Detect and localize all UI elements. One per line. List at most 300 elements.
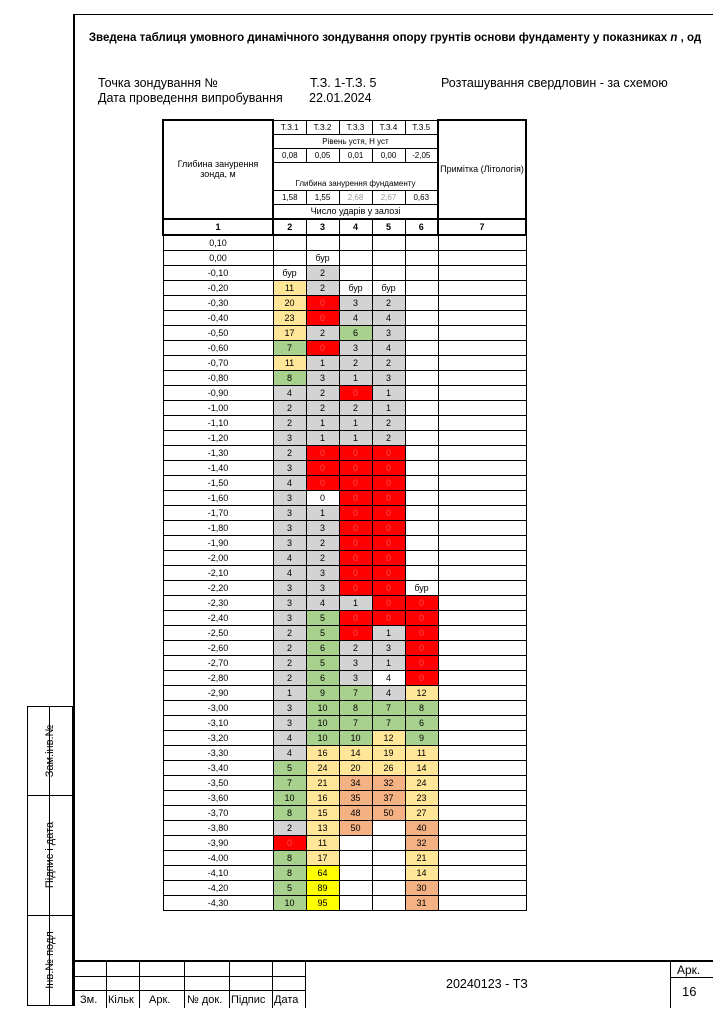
table-row — [163, 280, 526, 295]
blow-count-cell: 4 — [372, 340, 405, 355]
table-row — [163, 490, 526, 505]
sheet-number: 16 — [682, 984, 697, 999]
blow-count-cell: 30 — [405, 880, 438, 895]
blow-count-cell: 37 — [372, 790, 405, 805]
note-cell — [438, 415, 526, 430]
title-line1: Зведена таблиця умовного динамічного зондування опору грунтів основи фундаменту у показниках — [88, 32, 668, 44]
foundation-depth-value: 0,63 — [405, 190, 438, 204]
depth-cell: -1,40 — [163, 460, 273, 475]
depth-cell: -3,90 — [163, 835, 273, 850]
col-num: 7 — [438, 219, 526, 235]
mouth-level-value: 0,05 — [306, 148, 339, 162]
note-cell — [438, 625, 526, 640]
note-cell — [438, 475, 526, 490]
note-cell — [438, 385, 526, 400]
blow-count-cell: 2 — [372, 295, 405, 310]
note-cell — [438, 640, 526, 655]
note-cell — [438, 310, 526, 325]
note-cell — [438, 520, 526, 535]
table-row — [163, 670, 526, 685]
blow-count-cell: 0 — [306, 475, 339, 490]
depth-cell: -2,90 — [163, 685, 273, 700]
blow-count-cell — [339, 895, 372, 910]
note-cell — [438, 505, 526, 520]
side-inv-label: Інв.№ подл — [44, 931, 56, 989]
table-row — [163, 835, 526, 850]
blow-count-cell — [372, 835, 405, 850]
blow-count-cell: 8 — [405, 700, 438, 715]
stamp-col-sheet: Арк. — [149, 994, 171, 1006]
depth-cell: -2,10 — [163, 565, 273, 580]
depth-cell: -1,50 — [163, 475, 273, 490]
blow-count-cell: 3 — [273, 460, 306, 475]
blow-count-cell — [405, 280, 438, 295]
depth-cell: -1,00 — [163, 400, 273, 415]
depth-cell: -4,10 — [163, 865, 273, 880]
note-cell — [438, 805, 526, 820]
note-cell — [438, 730, 526, 745]
note-cell — [438, 280, 526, 295]
side-inv-cell — [28, 915, 72, 1005]
blow-count-cell: 20 — [273, 295, 306, 310]
note-cell — [438, 745, 526, 760]
table-row — [163, 655, 526, 670]
blow-count-cell: 11 — [273, 355, 306, 370]
note-cell — [438, 715, 526, 730]
blow-count-cell: 20 — [339, 760, 372, 775]
blow-count-cell — [405, 445, 438, 460]
note-cell — [438, 340, 526, 355]
stamp-col-date: Дата — [274, 994, 299, 1006]
table-row — [163, 580, 526, 595]
blow-count-cell — [405, 295, 438, 310]
blow-count-cell — [273, 250, 306, 265]
table-row — [163, 550, 526, 565]
blow-count-cell: 0 — [372, 580, 405, 595]
blow-count-cell — [372, 850, 405, 865]
blow-count-cell: 2 — [372, 415, 405, 430]
table-row — [163, 865, 526, 880]
point-header: Т.З.2 — [306, 120, 339, 134]
table-row — [163, 880, 526, 895]
date-label: Дата проведення випробування — [98, 91, 283, 105]
blow-count-cell: 8 — [273, 865, 306, 880]
depth-cell: -2,20 — [163, 580, 273, 595]
table-row — [163, 430, 526, 445]
blow-count-cell: 21 — [306, 775, 339, 790]
title-line2: , од — [680, 32, 702, 44]
blow-count-cell: 1 — [372, 625, 405, 640]
blow-count-cell — [405, 265, 438, 280]
blow-count-cell: 8 — [273, 805, 306, 820]
table-row — [163, 385, 526, 400]
blow-count-cell: 3 — [306, 565, 339, 580]
blow-count-cell: 0 — [405, 640, 438, 655]
blow-count-cell: 0 — [339, 445, 372, 460]
blow-count-cell: 0 — [339, 580, 372, 595]
blow-count-cell: 0 — [306, 295, 339, 310]
title-block — [73, 960, 713, 1006]
blow-count-cell — [405, 505, 438, 520]
blow-count-cell: 48 — [339, 805, 372, 820]
depth-cell: -4,20 — [163, 880, 273, 895]
blow-count-cell — [405, 460, 438, 475]
blow-count-cell — [405, 355, 438, 370]
note-cell — [438, 460, 526, 475]
blow-count-cell: 3 — [339, 340, 372, 355]
blow-count-cell: 5 — [273, 760, 306, 775]
note-cell — [438, 250, 526, 265]
point-header: Т.З.5 — [405, 120, 438, 134]
note-cell — [438, 835, 526, 850]
blow-count-cell — [405, 430, 438, 445]
date-value: 22.01.2024 — [309, 91, 372, 105]
blow-count-cell: 0 — [306, 490, 339, 505]
blow-count-cell: 10 — [273, 790, 306, 805]
blow-count-cell: 3 — [273, 715, 306, 730]
blow-count-cell: 6 — [405, 715, 438, 730]
blow-count-cell: 1 — [372, 385, 405, 400]
blow-count-cell: 5 — [306, 610, 339, 625]
table-row — [163, 445, 526, 460]
depth-cell: -1,60 — [163, 490, 273, 505]
document-code: 20240123 - ТЗ — [446, 977, 528, 991]
table-row — [163, 790, 526, 805]
depth-cell: -3,30 — [163, 745, 273, 760]
blow-count-cell: бур — [273, 265, 306, 280]
blow-count-cell: 40 — [405, 820, 438, 835]
blow-count-cell — [339, 265, 372, 280]
blow-count-cell: 24 — [405, 775, 438, 790]
depth-cell: -3,00 — [163, 700, 273, 715]
mouth-level-value: -2,05 — [405, 148, 438, 162]
stamp-line — [73, 976, 305, 977]
blow-count-cell: 2 — [339, 355, 372, 370]
col-num: 1 — [163, 219, 273, 235]
blow-count-cell: 0 — [306, 460, 339, 475]
blow-count-cell — [405, 565, 438, 580]
blow-count-cell: 9 — [306, 685, 339, 700]
blow-count-cell: 1 — [372, 400, 405, 415]
blow-count-cell: 3 — [273, 700, 306, 715]
blow-count-cell: 32 — [405, 835, 438, 850]
blow-count-cell: 2 — [306, 400, 339, 415]
blow-count-cell: 0 — [339, 505, 372, 520]
blow-count-cell — [339, 850, 372, 865]
blow-count-cell — [405, 325, 438, 340]
note-cell — [438, 325, 526, 340]
table-row — [163, 775, 526, 790]
blow-count-cell: 0 — [339, 535, 372, 550]
blow-count-cell — [339, 865, 372, 880]
blow-count-cell — [339, 235, 372, 251]
blow-count-cell: 0 — [405, 655, 438, 670]
blow-count-cell: 0 — [339, 625, 372, 640]
stamp-line — [139, 962, 140, 1008]
blow-count-cell: 10 — [306, 700, 339, 715]
blow-count-cell: 7 — [273, 775, 306, 790]
blow-count-cell — [372, 235, 405, 251]
table-row — [163, 685, 526, 700]
note-header: Примітка (Літологія) — [438, 120, 526, 219]
blow-count-cell: 7 — [273, 340, 306, 355]
depth-cell: -2,40 — [163, 610, 273, 625]
depth-cell: -2,00 — [163, 550, 273, 565]
depth-cell: -1,90 — [163, 535, 273, 550]
depth-cell: -2,70 — [163, 655, 273, 670]
blow-count-cell — [405, 385, 438, 400]
blow-count-cell: 2 — [339, 400, 372, 415]
blow-count-cell: 0 — [339, 460, 372, 475]
depth-cell: -1,10 — [163, 415, 273, 430]
blow-count-cell — [405, 370, 438, 385]
blow-count-cell: 7 — [339, 715, 372, 730]
depth-cell: -1,30 — [163, 445, 273, 460]
blow-count-cell: 3 — [339, 655, 372, 670]
blow-count-cell: 1 — [339, 370, 372, 385]
blow-count-cell: 3 — [273, 490, 306, 505]
blow-count-cell: 2 — [273, 400, 306, 415]
depth-cell: 0,10 — [163, 235, 273, 251]
depth-cell: -0,50 — [163, 325, 273, 340]
blow-count-cell: 0 — [372, 550, 405, 565]
blow-count-cell: 1 — [306, 355, 339, 370]
blow-count-cell: 17 — [273, 325, 306, 340]
blow-count-cell: бур — [306, 250, 339, 265]
blow-count-cell: 4 — [273, 745, 306, 760]
blow-count-cell: 4 — [273, 730, 306, 745]
foundation-depth-value: 1,55 — [306, 190, 339, 204]
blow-count-cell: 1 — [339, 595, 372, 610]
note-cell — [438, 295, 526, 310]
blow-count-cell: 3 — [339, 295, 372, 310]
stamp-line — [229, 962, 230, 1008]
col-num: 6 — [405, 219, 438, 235]
side-zam-cell — [28, 707, 72, 796]
depth-cell: -0,70 — [163, 355, 273, 370]
foundation-depth-value: 2,67 — [372, 190, 405, 204]
blow-count-cell — [372, 250, 405, 265]
blow-count-cell: 35 — [339, 790, 372, 805]
blow-count-cell: 27 — [405, 805, 438, 820]
point-label: Точка зондування № — [98, 76, 218, 90]
stamp-col-change: Зм. — [80, 994, 98, 1006]
blow-count-cell: 0 — [405, 595, 438, 610]
blow-count-cell: 0 — [405, 670, 438, 685]
depth-cell: -3,40 — [163, 760, 273, 775]
blow-count-cell: 3 — [372, 640, 405, 655]
note-cell — [438, 790, 526, 805]
depth-header: Глибина занурення зонда, м — [163, 120, 273, 219]
depth-cell: -1,70 — [163, 505, 273, 520]
blow-count-cell — [405, 520, 438, 535]
blow-count-cell: 5 — [306, 625, 339, 640]
blow-count-cell: 2 — [306, 550, 339, 565]
blow-count-cell: 1 — [339, 415, 372, 430]
blow-count-cell: 0 — [372, 490, 405, 505]
sheet-label: Арк. — [677, 963, 701, 977]
blow-count-cell: 2 — [273, 820, 306, 835]
note-cell — [438, 685, 526, 700]
blow-count-cell: 50 — [372, 805, 405, 820]
blow-count-cell: 10 — [273, 895, 306, 910]
blow-count-cell: 0 — [306, 340, 339, 355]
note-cell — [438, 265, 526, 280]
blow-count-cell — [372, 880, 405, 895]
blow-count-cell: 89 — [306, 880, 339, 895]
depth-cell: -3,50 — [163, 775, 273, 790]
depth-cell: -0,10 — [163, 265, 273, 280]
table-row — [163, 730, 526, 745]
note-cell — [438, 565, 526, 580]
stamp-col-signature: Підпис — [231, 994, 266, 1006]
blow-count-cell: 0 — [372, 595, 405, 610]
blow-count-cell: 0 — [306, 310, 339, 325]
table-row — [163, 505, 526, 520]
blow-count-cell: 4 — [372, 310, 405, 325]
blow-count-cell — [405, 250, 438, 265]
blow-count-cell: 95 — [306, 895, 339, 910]
table-row — [163, 745, 526, 760]
side-signature-label: Підпис і дата — [44, 821, 56, 889]
blow-count-cell: 2 — [306, 265, 339, 280]
blow-count-cell — [372, 895, 405, 910]
blow-count-cell: 0 — [339, 520, 372, 535]
note-cell — [438, 400, 526, 415]
blow-count-cell: 34 — [339, 775, 372, 790]
blow-count-cell: 2 — [273, 415, 306, 430]
note-cell — [438, 535, 526, 550]
blow-count-cell: 1 — [339, 430, 372, 445]
blow-count-cell: 6 — [306, 640, 339, 655]
blow-count-cell — [372, 820, 405, 835]
blow-count-cell — [306, 235, 339, 251]
blow-count-cell: 15 — [306, 805, 339, 820]
table-row — [163, 565, 526, 580]
location-note: Розташування свердловин - за схемою — [441, 76, 668, 90]
blow-count-cell: 0 — [372, 445, 405, 460]
mouth-level-label: Рівень устя, Н уст — [273, 134, 438, 148]
blow-count-cell: 4 — [273, 565, 306, 580]
stamp-line — [670, 962, 671, 1008]
foundation-depth-value: 2,68 — [339, 190, 372, 204]
table-row — [163, 805, 526, 820]
blow-count-cell — [372, 265, 405, 280]
blow-count-cell: 16 — [306, 745, 339, 760]
depth-cell: -2,60 — [163, 640, 273, 655]
blow-count-cell: 1 — [273, 685, 306, 700]
blow-count-cell: 5 — [306, 655, 339, 670]
foundation-depth-label: Глибина занурення фундаменту — [273, 177, 438, 191]
blow-count-cell: 3 — [339, 670, 372, 685]
blow-count-cell — [339, 250, 372, 265]
blow-count-cell — [339, 880, 372, 895]
depth-cell: -2,50 — [163, 625, 273, 640]
blow-count-cell: 4 — [273, 475, 306, 490]
stamp-line — [670, 977, 713, 978]
mouth-level-value: 0,00 — [372, 148, 405, 162]
note-cell — [438, 760, 526, 775]
blow-count-cell: 0 — [306, 445, 339, 460]
point-value: Т.З. 1-Т.З. 5 — [310, 76, 377, 90]
note-cell — [438, 445, 526, 460]
blow-count-cell: 0 — [339, 610, 372, 625]
blow-count-cell: 3 — [372, 325, 405, 340]
blow-count-cell: 7 — [372, 700, 405, 715]
blow-count-cell: 0 — [372, 505, 405, 520]
blow-count-cell: 0 — [339, 385, 372, 400]
stamp-line — [73, 990, 305, 991]
blow-count-cell: 4 — [306, 595, 339, 610]
note-cell — [438, 550, 526, 565]
col-num: 5 — [372, 219, 405, 235]
blow-count-cell: 4 — [372, 670, 405, 685]
blow-count-cell: 6 — [339, 325, 372, 340]
blow-count-cell: 64 — [306, 865, 339, 880]
table-row — [163, 625, 526, 640]
blow-count-cell: 2 — [273, 655, 306, 670]
table-row — [163, 310, 526, 325]
note-cell — [438, 580, 526, 595]
blow-count-cell: 2 — [306, 325, 339, 340]
blow-count-cell: 50 — [339, 820, 372, 835]
note-cell — [438, 595, 526, 610]
blow-count-cell: 10 — [339, 730, 372, 745]
note-cell — [438, 670, 526, 685]
blow-count-cell — [405, 550, 438, 565]
blow-count-cell: 24 — [306, 760, 339, 775]
col-num: 2 — [273, 219, 306, 235]
blow-count-cell: 3 — [306, 370, 339, 385]
blow-count-cell: 3 — [273, 505, 306, 520]
blow-count-cell: 2 — [306, 535, 339, 550]
document-title — [85, 30, 705, 46]
blow-count-cell: 2 — [273, 640, 306, 655]
note-cell — [438, 610, 526, 625]
blow-count-cell: 2 — [273, 625, 306, 640]
depth-cell: -0,90 — [163, 385, 273, 400]
depth-cell: -4,30 — [163, 895, 273, 910]
blow-count-cell: 1 — [306, 505, 339, 520]
note-cell — [438, 235, 526, 251]
blow-count-cell: 6 — [306, 670, 339, 685]
table-row — [163, 610, 526, 625]
point-header: Т.З.4 — [372, 120, 405, 134]
table-row — [163, 820, 526, 835]
blow-count-cell: 14 — [339, 745, 372, 760]
point-header: Т.З.3 — [339, 120, 372, 134]
depth-cell: -2,80 — [163, 670, 273, 685]
depth-cell: -3,80 — [163, 820, 273, 835]
blow-count-cell: 1 — [306, 430, 339, 445]
depth-cell: 0,00 — [163, 250, 273, 265]
blow-count-cell: 3 — [273, 610, 306, 625]
table-row — [163, 595, 526, 610]
mouth-level-value: 0,08 — [273, 148, 306, 162]
blow-count-cell: 0 — [372, 535, 405, 550]
blow-count-cell: 11 — [405, 745, 438, 760]
blow-count-cell: 23 — [405, 790, 438, 805]
blow-count-cell: 2 — [372, 355, 405, 370]
blow-count-cell: 0 — [372, 565, 405, 580]
blow-count-cell: 0 — [405, 625, 438, 640]
blow-count-cell: 3 — [273, 520, 306, 535]
blow-count-cell: 12 — [372, 730, 405, 745]
blow-count-cell: 21 — [405, 850, 438, 865]
table-row — [163, 370, 526, 385]
table-row — [163, 340, 526, 355]
blow-count-cell — [273, 235, 306, 251]
